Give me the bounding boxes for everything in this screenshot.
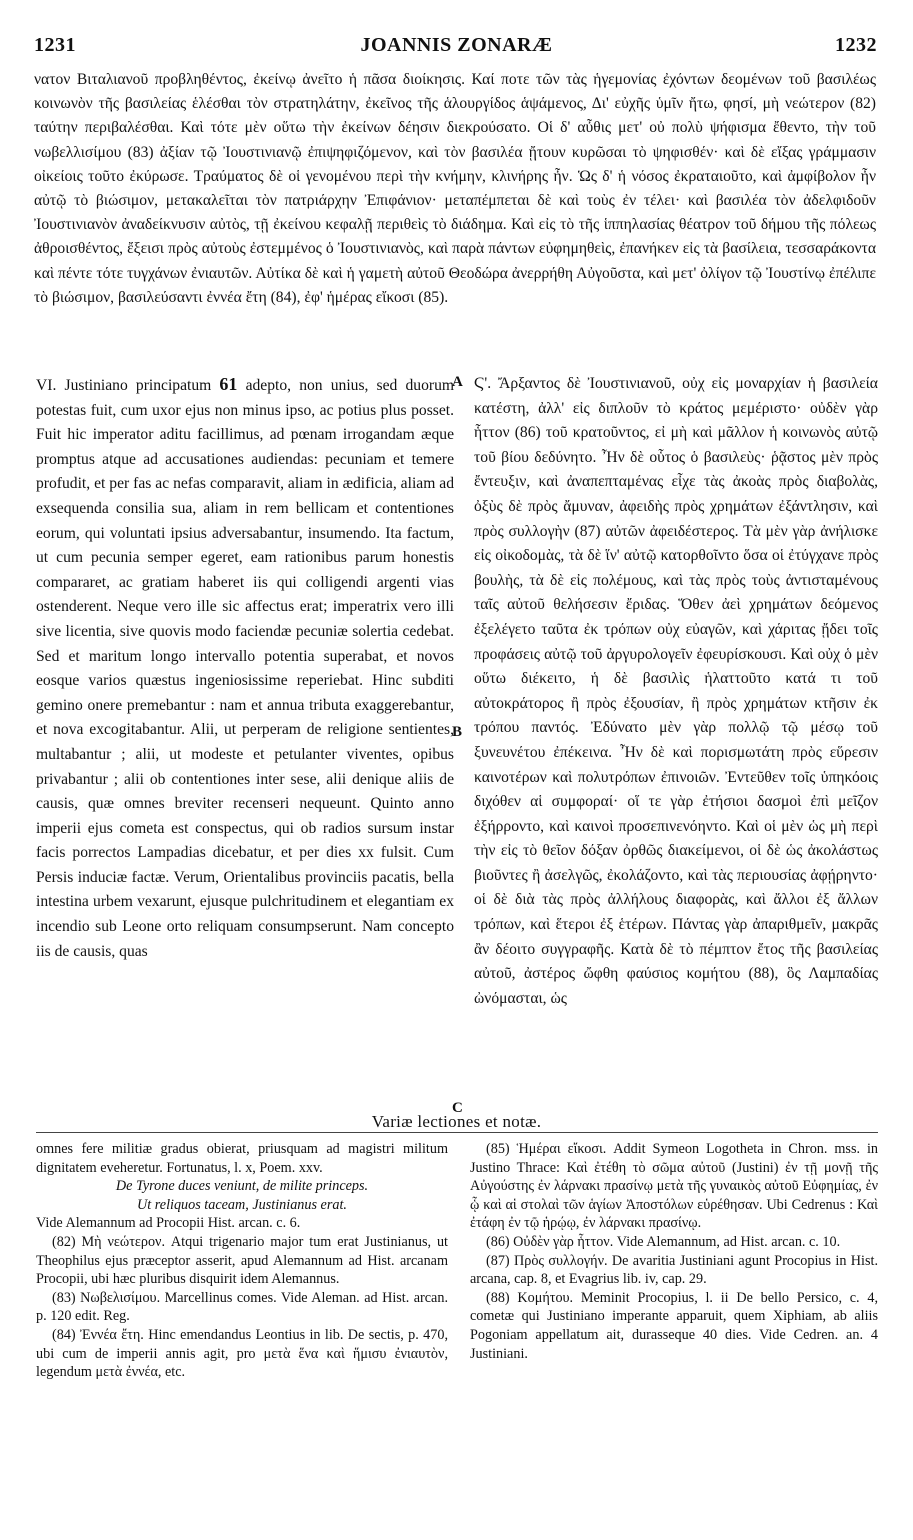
page-number-right: 1232 bbox=[835, 34, 877, 56]
latin-section-number: VI. bbox=[36, 377, 57, 394]
page-number-left: 1231 bbox=[34, 34, 76, 56]
greek-paragraph bbox=[474, 372, 878, 1011]
latin-paragraph bbox=[36, 372, 454, 964]
note-84: (84) Ἐννέα ἔτη. Hinc emendandus Leontius in lib. De sectis, p. 470, ubi cum de imperii annis agit, pro μετὰ ἕνα καὶ ἥμισυ ἐνιαυτὸν, legendum μετὰ ἐννέα, etc. bbox=[36, 1326, 448, 1381]
note-88: (88) Κομήτου. Meminit Procopius, l. ii De bello Persico, c. 4, cometæ qui Justiniano imperante apparuit, quem Xiphiam, ab aliis Pogoniam appellatum ait, durasseque 40 dies. Vide Cedren. an. 4 Justiniani. bbox=[470, 1289, 878, 1362]
margin-marker-b: B bbox=[452, 724, 463, 740]
column-number-lettrine: 61 bbox=[219, 374, 238, 394]
latin-column bbox=[36, 372, 454, 964]
note-82: (82) Μὴ νεώτερον. Atqui trigenario major tum erat Justinianus, ut Theophilus ejus præceptor asserit, apud Alemannum ad Hist. arcanam Procopii, ubi hæc pluribus disquirit idem Alemannus. bbox=[36, 1233, 448, 1288]
notes-left-column bbox=[36, 1140, 448, 1382]
note-86: (86) Οὐδὲν γὰρ ἧττον. Vide Alemannum, ad Hist. arcan. c. 10. bbox=[486, 1233, 841, 1250]
latin-text: adepto, non unius, sed duorum potestas fuit, cum uxor ejus non minus ipso, ac potius plus posset. Fuit hic imperator aditu facillimus, ad pœnam irrogandam æque promptus atque ad accusationes audiendas: pecuniam et temere profudit, et per fas ac nefas comparavit, aliam in ædificia, aliam ad exsequenda consilia sua, aliam in rem bellicam et contentiones eorum, qui voluntati ipsius adversabantur, insumendo. Ita factum, ut cum pecunia semper egeret, eam rationibus parum honestis compararet, ac gratiam haberet iis qui colligendi argenti vias ostenderent. Neque vero ille sic affectus erat; imperatrix vero illi sive licentia, sive quovis modo faciendæ pecuniæ solertia cedebat. Sed et maritum longo intervallo potentia superabat, et novos eosque varios quæstus ingeniosissime reperiebat. Hinc subditi gemino onere premebantur : nam et annua tributa exaggerebantur, et nova excogitabantur. Alii, ut perperam de religione sentientes, multabantur ; alii, ut modeste et petulanter viventes, opibus privabantur ; alii ob contentiones inter sese, alii denique aliis de causis, quæ omnes breviter recenseri nequeunt. Quinto anno imperii ejus cometa est conspectus, qui ob radios sursum instar facis porrectos Lampadias dicebatur, et per dies xx fulsit. Cum Persis induciæ factæ. Verum, Orientalibus provinciis pacatis, bella intestina urbem vexarunt, ejusque pulchritudinem et elegantiam ex incendio sub Leone orto reliquam consumpserunt. Nam concepto iis de causis, quas bbox=[36, 377, 455, 960]
greek-section-number: Ϛ'. bbox=[474, 375, 492, 392]
note-87: (87) Πρὸς συλλογήν. De avaritia Justiniani agunt Procopius in Hist. arcana, cap. 8, et Evagrius lib. iv, cap. 29. bbox=[470, 1252, 878, 1288]
greek-top-text: νατον Βιταλιανοῦ προβληθέντος, ἐκείνῳ ἀνεῖτο ἡ πᾶσα διοίκησις. Καί ποτε τῶν τὰς ἡγεμονίας ἐχόντων δεομένων τοῦ βασιλέως κοινωνὸν τῆς βασιλείας ἑλέσθαι τὸν στρατηλάτην, ἐκεῖνος τῆς ἁλουργίδος ἁψάμενος, Δι' εὐχῆς ὑμῖν ἤτω, φησί, μὴ νεώτερον (82) ταύτην περιβαλέσθαι. Καὶ τότε μὲν οὕτω τὴν ἐκείνων δέησιν διεκρούσατο. Οἱ δ' αὖθις μετ' οὐ πολὺ ψήφισμα ἔθεντο, τὴν τοῦ νωβελλισίμου (83) ἀξίαν τῷ Ἰουστινιανῷ ἐπιψηφιζόμενον, καὶ τὸν βασιλέα ᾔτουν κυρῶσαι τὸ ψηφισθέν· καὶ δὲ εἴξας γράμμασιν οἰκείοις τοῦτο ἐκύρωσε. Τραύματος δὲ οἱ γενομένου περὶ τὴν κνήμην, κλινήρης ἦν. Ὡς δ' ἡ νόσος ἐκραταιοῦτο, καὶ ἀμφίβολον ἦν αὐτῷ τὸ βιώσιμον, μετακαλεῖται τὸν πατριάρχην Ἐπιφάνιον· μεταπέμπεται δὲ καὶ τοὺς ἐν τέλει· καὶ βασιλέα τὸν ἀδελφιδοῦν Ἰουστινιανὸν ἀναδείκνυσιν αὐτὸς, τῇ ἐκείνου κεφαλῇ περιθεὶς τὸ διάδημα. Καὶ εἰς τὸ τῆς ἱππηλασίας θέατρον τοῦ δήμου τῆς πόλεως ἀθροισθέντος, ἔξεισι πρὸς αὐτοὺς ἐστεμμένος ὁ Ἰουστινιανὸς, καὶ παρὰ πάντων εὐφημηθεὶς, ἐπανήκεν εἰς τὰ βασίλεια, τεσσαράκοντα καὶ πέντε τότε τυγχάνων ἐνιαυτῶν. Αὐτίκα δὲ καὶ ἡ γαμετὴ αὐτοῦ Θεοδώρα ἀνερρήθη Αὐγοῦστα, καὶ μετ' ὀλίγον τῷ Ἰουστίνῳ ἐπέλιπε τὸ βιώσιμον, βασιλεύσαντι ἐννέα ἔτη (84), ἐφ' ἡμέρας εἴκοσι (85). bbox=[34, 71, 876, 306]
notes-heading: Variæ lectiones et notæ. bbox=[371, 1112, 542, 1131]
note-83: (83) Νωβελισίμου. Marcellinus comes. Vide Aleman. ad Hist. arcan. p. 120 edit. Reg. bbox=[36, 1289, 448, 1325]
note-vide: Vide Alemannum ad Procopii Hist. arcan. c. 6. bbox=[36, 1215, 301, 1232]
margin-marker-a: A bbox=[452, 374, 463, 390]
notes-right-column bbox=[470, 1140, 878, 1363]
note-85: (85) Ἡμέραι εἴκοσι. Addit Symeon Logotheta in Chron. mss. in Justino Thrace: Καὶ ἐτέθη τὸ σῶμα αὐτοῦ (Justini) ἐν τῇ μονῇ τῆς Αὐγούστης ἐν λάρνακι πρασίνῳ μετὰ τῆς γυναικὸς αὐτοῦ Εὐφημίας, ἐν ᾧ καὶ αἱ στολαὶ τῶν ἁγίων Ἀποστόλων εὑρέθησαν. Ubi Cedrenus : Καὶ ἐτάφη ἐν τῷ ἡρῴῳ, ἐν λάρνακι πρασίνῳ. bbox=[470, 1141, 878, 1232]
greek-column bbox=[474, 372, 878, 1011]
greek-column-text: Ἄρξαντος δὲ Ἰουστινιανοῦ, οὐχ εἰς μοναρχίαν ἡ βασιλεία κατέστη, ἀλλ' εἰς διπλοῦν τὸ κράτος μεμέριστο· οὐδὲν γὰρ ἧττον (86) τοῦ κρατοῦντος, εἰ μὴ καὶ μᾶλλον ἡ κοινωνὸς αὐτῷ τοῦ βίου δεδύνητο. Ἦν δὲ οὗτος ὁ βασιλεὺς· ῥᾷστος μὲν πρὸς ἔντευξιν, καὶ ἀναπεπταμένας εἶχε τὰς ἀκοὰς πρὸς διαβολὰς, ὀξὺς δὲ πρὸς ἄμυναν, ἀφειδὴς πρὸς χρημάτων ἐξάντλησιν, καὶ πρὸς συλλογὴν (87) αὐτῶν ἀφειδέστερος. Τὰ μὲν γὰρ ἀνήλισκε εἰς οἰκοδομὰς, τὰ δὲ ἵν' αὐτῷ κατορθοῖντο ὅσα οἱ ἐτύγχανε πρὸς βουλὴς, τὰ δὲ εἰς πολέμους, καὶ τὰς πρὸς τοὺς ἀντισταμένους ταῖς αὐτοῦ θελήσεσιν ἔριδας. Ὅθεν ἀεὶ χρημάτων δεόμενος ἐξελέγετο ταῦτα ἐκ τρόπων οὐχ εὐαγῶν, καὶ χάριτας ᾔδει τοῖς προφάσεις αὐτῷ τοῦ ἀργυρολογεῖν ἐφευρίσκουσι. Καὶ οὐχ ὁ μὲν οὕτω διέκειτο, ἡ δὲ βασιλὶς ἡλαττοῦτο κατά τι τοῦ αὐτοκράτορος ἢ πρὸς ἐξουσίαν, ἢ πρὸς χρημάτων κτῆσιν ἐκ τρόπου παντός. Ἐδύνατο μὲν γὰρ πολλῷ τῷ μέσῳ τοῦ ξυνευνέτου ἐπέκεινα. Ἦν δὲ καὶ πορισμωτάτη πρὸς εὕρεσιν καινοτέρων καὶ πολυτρόπων ἐπινοιῶν. Ἐντεῦθεν τοῖς ὑπηκόοις διχόθεν αἱ συμφοραί· οἵ τε γὰρ ἐτήσιοι δασμοὶ ἐπὶ μεῖζον ἐξήρροντο, καὶ καινοὶ προσεπινενόηντο. Καὶ οἱ μὲν ὡς μὴ περὶ τὴν εἰς τὸ θεῖον δόξαν ὀρθῶς διακείμενοι, οἱ δὲ ὡς ἀκολάστως βιοῦντες ἢ ἀσελγῶς, ἐκολάζοντο, καὶ τὰς περιουσίας ἀφῄρηντο· οἱ δὲ διὰ τὰς πρὸς ἀλλήλους διαφορὰς, καὶ ἄλλοι ἐξ ἄλλων τρόπων, καὶ ἕτεροι ἐξ ἑτέρων. Πάντας γὰρ ἀπαριθμεῖν, μακρᾶς ἂν δέοιτο συγγραφῆς. Κατὰ δὲ τὸ πέμπτον ἔτος τῆς βασιλείας αὐτοῦ, ἀστέρος ὤφθη φαύσιος κομήτου (88), ὃς Λαμπαδίας ὠνόμασται, ὡς bbox=[474, 375, 878, 1007]
verse-line-2: Ut reliquos taceam, Justinianus erat. bbox=[137, 1196, 347, 1213]
running-title: JOANNIS ZONARÆ bbox=[360, 34, 553, 56]
latin-opening: Justiniano principatum bbox=[64, 377, 212, 394]
verse-line-1: De Tyrone duces veniunt, de milite princeps. bbox=[115, 1178, 369, 1195]
greek-top-paragraph bbox=[34, 68, 876, 310]
note-continuation: omnes fere militiæ gradus obierat, priusquam ad magistri militum dignitatem eveheretur. Fortunatus, l. x, Poem. xxv. bbox=[36, 1141, 448, 1176]
margin-marker-c: C bbox=[452, 1100, 463, 1116]
notes-divider bbox=[36, 1132, 878, 1133]
